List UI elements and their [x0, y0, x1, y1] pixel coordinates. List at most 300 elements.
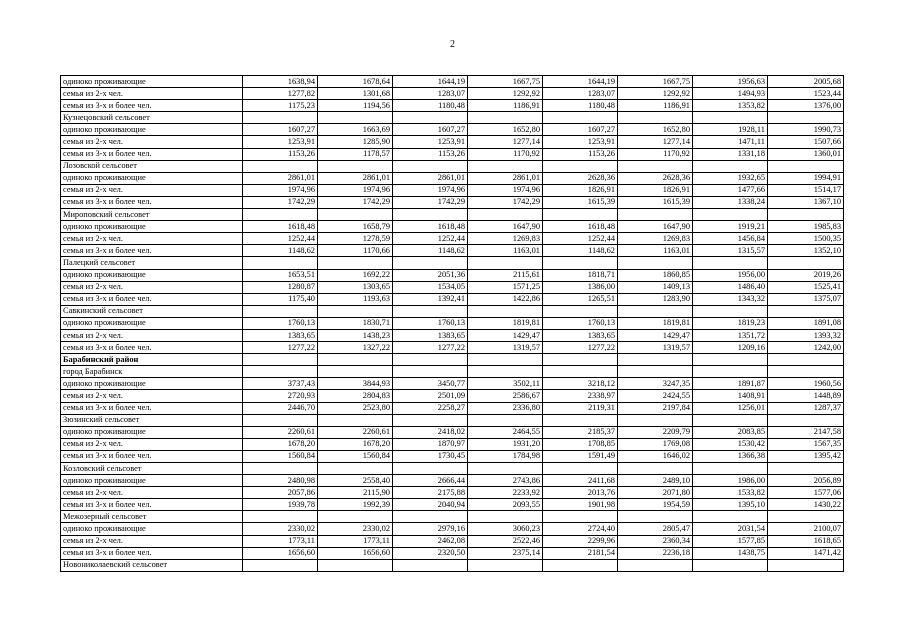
value-cell: 1500,35: [768, 233, 844, 245]
value-cell: 2330,02: [243, 523, 318, 535]
value-cell: [243, 354, 318, 366]
value-cell: 1429,47: [618, 329, 693, 341]
value-cell: 2979,16: [393, 523, 468, 535]
value-cell: 2523,80: [318, 402, 393, 414]
row-label-cell: одиноко проживающие: [61, 317, 243, 329]
value-cell: 1960,56: [768, 378, 844, 390]
section-header-row: [61, 366, 844, 378]
row-label-cell: семья из 2-х чел.: [61, 136, 243, 148]
value-cell: 1422,86: [468, 293, 543, 305]
value-cell: 2260,61: [318, 426, 393, 438]
value-cell: 1644,19: [543, 76, 618, 88]
settlement-name-cell: Козловский сельсовет: [61, 463, 243, 475]
value-cell: 1383,65: [543, 329, 618, 341]
value-cell: [768, 112, 844, 124]
value-cell: 1170,66: [318, 245, 393, 257]
value-cell: 1383,65: [243, 329, 318, 341]
row-label-cell: семья из 3-х и более чел.: [61, 499, 243, 511]
value-cell: 2628,36: [543, 172, 618, 184]
value-cell: 2057,86: [243, 487, 318, 499]
value-cell: 1514,17: [768, 184, 844, 196]
value-cell: 1383,65: [393, 329, 468, 341]
value-cell: 3737,43: [243, 378, 318, 390]
table-row: [61, 76, 844, 88]
value-cell: 1974,96: [243, 184, 318, 196]
row-label-cell: семья из 3-х и более чел.: [61, 196, 243, 208]
table-row: [61, 172, 844, 184]
table-row: [61, 317, 844, 329]
section-header-row: [61, 559, 844, 571]
value-cell: 1194,56: [318, 100, 393, 112]
value-cell: [768, 257, 844, 269]
value-cell: [693, 160, 768, 172]
value-cell: 1277,22: [243, 342, 318, 354]
value-cell: 1901,98: [543, 499, 618, 511]
table-row: [61, 269, 844, 281]
value-cell: 1656,60: [318, 547, 393, 559]
value-cell: 1252,44: [393, 233, 468, 245]
value-cell: 2083,85: [693, 426, 768, 438]
value-cell: 2260,61: [243, 426, 318, 438]
value-cell: [618, 112, 693, 124]
value-cell: 1438,75: [693, 547, 768, 559]
table-row: [61, 329, 844, 341]
row-label-cell: семья из 2-х чел.: [61, 281, 243, 293]
settlement-name-cell: Савкинский сельсовет: [61, 305, 243, 317]
value-cell: 1343,32: [693, 293, 768, 305]
value-cell: [468, 511, 543, 523]
value-cell: 1277,82: [243, 88, 318, 100]
value-cell: 1292,92: [468, 88, 543, 100]
value-cell: 2628,36: [618, 172, 693, 184]
value-cell: [543, 257, 618, 269]
value-cell: 1618,48: [243, 221, 318, 233]
section-header-row: [61, 209, 844, 221]
value-cell: 2320,50: [393, 547, 468, 559]
value-cell: 2418,02: [393, 426, 468, 438]
value-cell: 1647,90: [468, 221, 543, 233]
value-cell: [618, 414, 693, 426]
value-cell: 1375,07: [768, 293, 844, 305]
value-cell: [618, 354, 693, 366]
value-cell: 2861,01: [393, 172, 468, 184]
value-cell: [468, 559, 543, 571]
settlement-name-cell: Кузнецовский сельсовет: [61, 112, 243, 124]
value-cell: 2005,68: [768, 76, 844, 88]
value-cell: 1395,10: [693, 499, 768, 511]
value-cell: 1366,38: [693, 450, 768, 462]
value-cell: [468, 112, 543, 124]
value-cell: 1974,96: [393, 184, 468, 196]
value-cell: 1986,00: [693, 475, 768, 487]
rates-table: [60, 75, 844, 572]
value-cell: 1327,22: [318, 342, 393, 354]
value-cell: [318, 257, 393, 269]
page-number: 2: [450, 39, 455, 50]
value-cell: [393, 366, 468, 378]
value-cell: 1692,22: [318, 269, 393, 281]
row-label-cell: одиноко проживающие: [61, 523, 243, 535]
row-label-cell: семья из 2-х чел.: [61, 88, 243, 100]
value-cell: 1818,71: [543, 269, 618, 281]
value-cell: 1607,27: [393, 124, 468, 136]
value-cell: [543, 209, 618, 221]
value-cell: [768, 305, 844, 317]
value-cell: 1939,78: [243, 499, 318, 511]
value-cell: [693, 366, 768, 378]
value-cell: 1170,92: [468, 148, 543, 160]
table-row: [61, 378, 844, 390]
value-cell: 1760,13: [393, 317, 468, 329]
value-cell: [618, 463, 693, 475]
value-cell: 2338,97: [543, 390, 618, 402]
value-cell: 1591,49: [543, 450, 618, 462]
value-cell: 1647,90: [618, 221, 693, 233]
value-cell: [393, 354, 468, 366]
section-header-row: [61, 414, 844, 426]
value-cell: 1283,07: [543, 88, 618, 100]
value-cell: [768, 366, 844, 378]
value-cell: [618, 160, 693, 172]
value-cell: 1994,91: [768, 172, 844, 184]
value-cell: 1438,23: [318, 329, 393, 341]
value-cell: [318, 559, 393, 571]
value-cell: 1990,73: [768, 124, 844, 136]
value-cell: [393, 305, 468, 317]
value-cell: 1285,90: [318, 136, 393, 148]
row-label-cell: семья из 2-х чел.: [61, 390, 243, 402]
value-cell: 2019,26: [768, 269, 844, 281]
value-cell: [543, 112, 618, 124]
value-cell: 2330,02: [318, 523, 393, 535]
value-cell: 1667,75: [618, 76, 693, 88]
value-cell: 1919,21: [693, 221, 768, 233]
value-cell: 1974,96: [468, 184, 543, 196]
value-cell: 1252,44: [543, 233, 618, 245]
value-cell: 1742,29: [468, 196, 543, 208]
settlement-name-cell: город Барабинск: [61, 366, 243, 378]
table-row: [61, 196, 844, 208]
table-row: [61, 124, 844, 136]
value-cell: 1618,48: [393, 221, 468, 233]
value-cell: 1830,71: [318, 317, 393, 329]
value-cell: 1571,25: [468, 281, 543, 293]
value-cell: 3502,11: [468, 378, 543, 390]
value-cell: [618, 305, 693, 317]
value-cell: 3060,23: [468, 523, 543, 535]
value-cell: 1870,97: [393, 438, 468, 450]
section-header-row: [61, 511, 844, 523]
settlement-name-cell: Палецкий сельсовет: [61, 257, 243, 269]
table-row: [61, 184, 844, 196]
value-cell: 1931,20: [468, 438, 543, 450]
value-cell: 1638,94: [243, 76, 318, 88]
value-cell: [768, 209, 844, 221]
value-cell: 1315,57: [693, 245, 768, 257]
value-cell: 1287,37: [768, 402, 844, 414]
value-cell: [693, 305, 768, 317]
value-cell: 2522,46: [468, 535, 543, 547]
value-cell: 2489,10: [618, 475, 693, 487]
value-cell: [318, 366, 393, 378]
value-cell: [543, 305, 618, 317]
row-label-cell: семья из 3-х и более чел.: [61, 148, 243, 160]
value-cell: [768, 559, 844, 571]
table-row: [61, 136, 844, 148]
value-cell: 1175,23: [243, 100, 318, 112]
value-cell: 1283,90: [618, 293, 693, 305]
value-cell: [543, 366, 618, 378]
settlement-name-cell: Межозерный сельсовет: [61, 511, 243, 523]
value-cell: 1277,14: [618, 136, 693, 148]
value-cell: 1932,65: [693, 172, 768, 184]
value-cell: 1742,29: [318, 196, 393, 208]
value-cell: 2558,40: [318, 475, 393, 487]
value-cell: 1392,41: [393, 293, 468, 305]
value-cell: 2336,80: [468, 402, 543, 414]
value-cell: 2501,09: [393, 390, 468, 402]
row-label-cell: одиноко проживающие: [61, 269, 243, 281]
value-cell: 1577,06: [768, 487, 844, 499]
value-cell: 2209,79: [618, 426, 693, 438]
settlement-name-cell: Мироповский сельсовет: [61, 209, 243, 221]
table-row: [61, 523, 844, 535]
value-cell: 1667,75: [468, 76, 543, 88]
settlement-name-cell: Лозовской сельсовет: [61, 160, 243, 172]
value-cell: 2115,90: [318, 487, 393, 499]
value-cell: 1163,01: [618, 245, 693, 257]
value-cell: 1180,48: [393, 100, 468, 112]
value-cell: 2480,98: [243, 475, 318, 487]
value-cell: [393, 112, 468, 124]
value-cell: [243, 209, 318, 221]
table-row: [61, 390, 844, 402]
value-cell: [243, 366, 318, 378]
section-header-row: [61, 112, 844, 124]
value-cell: 1269,83: [618, 233, 693, 245]
value-cell: 2233,92: [468, 487, 543, 499]
value-cell: 1560,84: [318, 450, 393, 462]
row-label-cell: одиноко проживающие: [61, 475, 243, 487]
value-cell: [393, 257, 468, 269]
row-label-cell: семья из 2-х чел.: [61, 184, 243, 196]
row-label-cell: семья из 2-х чел.: [61, 487, 243, 499]
value-cell: [318, 112, 393, 124]
table-row: [61, 450, 844, 462]
row-label-cell: семья из 2-х чел.: [61, 233, 243, 245]
value-cell: 1148,62: [393, 245, 468, 257]
value-cell: 2586,67: [468, 390, 543, 402]
table-row: [61, 535, 844, 547]
value-cell: 1153,26: [243, 148, 318, 160]
value-cell: 1477,66: [693, 184, 768, 196]
value-cell: [543, 511, 618, 523]
row-label-cell: одиноко проживающие: [61, 124, 243, 136]
value-cell: 1769,08: [618, 438, 693, 450]
value-cell: 2299,96: [543, 535, 618, 547]
value-cell: [618, 366, 693, 378]
value-cell: 2804,83: [318, 390, 393, 402]
value-cell: [693, 112, 768, 124]
value-cell: 1708,85: [543, 438, 618, 450]
value-cell: [393, 511, 468, 523]
value-cell: 1678,64: [318, 76, 393, 88]
value-cell: 2115,61: [468, 269, 543, 281]
value-cell: [468, 257, 543, 269]
value-cell: [693, 209, 768, 221]
value-cell: 1269,83: [468, 233, 543, 245]
value-cell: [318, 414, 393, 426]
value-cell: 1253,91: [243, 136, 318, 148]
value-cell: 1663,69: [318, 124, 393, 136]
value-cell: 1928,11: [693, 124, 768, 136]
row-label-cell: семья из 2-х чел.: [61, 329, 243, 341]
value-cell: 1277,14: [468, 136, 543, 148]
value-cell: 1351,72: [693, 329, 768, 341]
value-cell: 2805,47: [618, 523, 693, 535]
value-cell: 1784,98: [468, 450, 543, 462]
value-cell: 1376,00: [768, 100, 844, 112]
value-cell: 1456,84: [693, 233, 768, 245]
table-row: [61, 245, 844, 257]
value-cell: 2462,08: [393, 535, 468, 547]
value-cell: [468, 366, 543, 378]
value-cell: 1742,29: [243, 196, 318, 208]
value-cell: [693, 511, 768, 523]
table-row: [61, 342, 844, 354]
value-cell: 1148,62: [243, 245, 318, 257]
table-row: [61, 148, 844, 160]
value-cell: 1471,11: [693, 136, 768, 148]
value-cell: 1652,80: [618, 124, 693, 136]
value-cell: 2743,86: [468, 475, 543, 487]
value-cell: 1430,22: [768, 499, 844, 511]
value-cell: 1292,92: [618, 88, 693, 100]
value-cell: 3450,77: [393, 378, 468, 390]
value-cell: 1409,13: [618, 281, 693, 293]
section-header-row: [61, 463, 844, 475]
value-cell: [543, 559, 618, 571]
row-label-cell: одиноко проживающие: [61, 76, 243, 88]
value-cell: 1974,96: [318, 184, 393, 196]
value-cell: 1352,10: [768, 245, 844, 257]
row-label-cell: семья из 2-х чел.: [61, 438, 243, 450]
value-cell: [468, 305, 543, 317]
value-cell: 1319,57: [468, 342, 543, 354]
section-header-row: [61, 305, 844, 317]
district-name-cell: Барабинский район: [61, 354, 243, 366]
value-cell: 1954,59: [618, 499, 693, 511]
value-cell: 1826,91: [618, 184, 693, 196]
value-cell: 1819,81: [468, 317, 543, 329]
value-cell: 1448,89: [768, 390, 844, 402]
value-cell: 1956,63: [693, 76, 768, 88]
value-cell: [618, 257, 693, 269]
row-label-cell: одиноко проживающие: [61, 221, 243, 233]
value-cell: 1353,82: [693, 100, 768, 112]
row-label-cell: семья из 3-х и более чел.: [61, 547, 243, 559]
value-cell: 1277,22: [543, 342, 618, 354]
value-cell: 1256,01: [693, 402, 768, 414]
table-row: [61, 233, 844, 245]
row-label-cell: семья из 3-х и более чел.: [61, 342, 243, 354]
value-cell: 3844,93: [318, 378, 393, 390]
value-cell: 3218,12: [543, 378, 618, 390]
value-cell: 1331,18: [693, 148, 768, 160]
value-cell: [693, 414, 768, 426]
value-cell: 1303,65: [318, 281, 393, 293]
value-cell: [243, 160, 318, 172]
value-cell: 1153,26: [393, 148, 468, 160]
value-cell: [318, 160, 393, 172]
value-cell: 1577,85: [693, 535, 768, 547]
value-cell: [468, 463, 543, 475]
value-cell: 1860,85: [618, 269, 693, 281]
value-cell: 3247,35: [618, 378, 693, 390]
value-cell: 1180,48: [543, 100, 618, 112]
value-cell: [243, 414, 318, 426]
value-cell: 1985,83: [768, 221, 844, 233]
table-row: [61, 426, 844, 438]
value-cell: 1615,39: [543, 196, 618, 208]
value-cell: 2861,01: [243, 172, 318, 184]
row-label-cell: семья из 3-х и более чел.: [61, 450, 243, 462]
value-cell: 1175,40: [243, 293, 318, 305]
value-cell: 1153,26: [543, 148, 618, 160]
value-cell: 1252,44: [243, 233, 318, 245]
value-cell: 1992,39: [318, 499, 393, 511]
value-cell: [543, 160, 618, 172]
value-cell: 1471,42: [768, 547, 844, 559]
district-header-row: [61, 354, 844, 366]
value-cell: 2119,31: [543, 402, 618, 414]
value-cell: 1730,45: [393, 450, 468, 462]
value-cell: 1186,91: [468, 100, 543, 112]
value-cell: 2464,55: [468, 426, 543, 438]
value-cell: [318, 354, 393, 366]
value-cell: [243, 257, 318, 269]
value-cell: 1607,27: [243, 124, 318, 136]
value-cell: 1819,81: [618, 317, 693, 329]
value-cell: 2720,93: [243, 390, 318, 402]
value-cell: 1163,01: [468, 245, 543, 257]
row-label-cell: одиноко проживающие: [61, 426, 243, 438]
value-cell: 2236,18: [618, 547, 693, 559]
value-cell: [693, 257, 768, 269]
value-cell: 1278,59: [318, 233, 393, 245]
value-cell: 1253,91: [543, 136, 618, 148]
value-cell: 1507,66: [768, 136, 844, 148]
table-row: [61, 88, 844, 100]
value-cell: [243, 305, 318, 317]
value-cell: 2051,36: [393, 269, 468, 281]
value-cell: 2040,94: [393, 499, 468, 511]
value-cell: [618, 511, 693, 523]
value-cell: 1170,92: [618, 148, 693, 160]
value-cell: [393, 209, 468, 221]
value-cell: [768, 414, 844, 426]
value-cell: [468, 354, 543, 366]
value-cell: [318, 511, 393, 523]
value-cell: 2197,84: [618, 402, 693, 414]
value-cell: 1658,79: [318, 221, 393, 233]
value-cell: [393, 160, 468, 172]
value-cell: 1615,39: [618, 196, 693, 208]
row-label-cell: одиноко проживающие: [61, 378, 243, 390]
value-cell: 2666,44: [393, 475, 468, 487]
value-cell: 1386,00: [543, 281, 618, 293]
value-cell: [393, 414, 468, 426]
